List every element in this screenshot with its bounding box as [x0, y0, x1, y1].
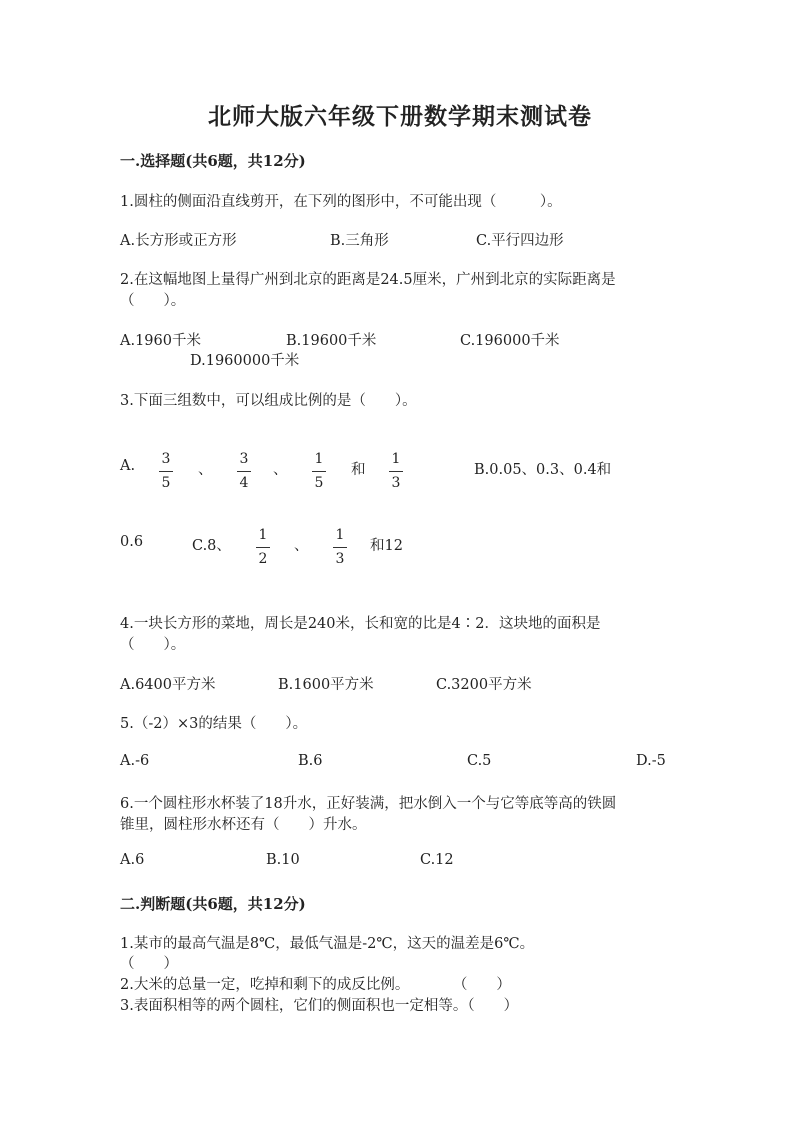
fraction-numerator: 1 [314, 451, 324, 467]
fraction-1-3-c [331, 528, 349, 566]
fraction-denominator: 5 [314, 475, 324, 491]
question-3-option-b: B.0.05、0.3、0.4和 [474, 462, 612, 478]
question-4-option-b: B.1600平方米 [278, 677, 374, 693]
fraction-3-4 [235, 452, 253, 490]
fraction-1-5 [310, 452, 328, 490]
question-3-option-c-tail: 和12 [370, 538, 403, 554]
question-6-option-b: B.10 [266, 852, 300, 868]
separator: 、 [198, 462, 213, 478]
question-5-text: 5.（-2）×3的结果（ ）。 [120, 716, 308, 732]
fraction-3-5 [157, 452, 175, 490]
fraction-bar [159, 471, 173, 472]
question-4-option-a: A.6400平方米 [120, 677, 216, 693]
fraction-numerator: 1 [258, 527, 268, 543]
judge-question-2: 2.大米的总量一定，吃掉和剩下的成反比例。 （ ） [120, 977, 511, 993]
question-1-option-c: C.平行四边形 [476, 233, 564, 249]
fraction-bar [237, 471, 251, 472]
fraction-denominator: 2 [258, 551, 268, 567]
conjunction-and: 和 [351, 462, 366, 478]
question-2-option-a: A.1960千米 [120, 333, 201, 349]
question-3-option-a-label: A. [120, 458, 136, 474]
fraction-denominator: 3 [335, 551, 345, 567]
judge-question-3: 3.表面积相等的两个圆柱，它们的侧面积也一定相等。（ ） [120, 998, 519, 1014]
fraction-bar [389, 471, 403, 472]
section1-heading: 一.选择题(共6题，共12分) [120, 152, 306, 170]
question-5-option-d: D.-5 [636, 753, 666, 769]
question-2-line2: （ ）。 [120, 293, 186, 309]
question-3-text: 3.下面三组数中，可以组成比例的是（ ）。 [120, 393, 417, 409]
fraction-denominator: 3 [391, 475, 401, 491]
question-3-option-c-label: C.8、 [192, 538, 231, 554]
fraction-bar [256, 547, 270, 548]
fraction-numerator: 3 [161, 451, 171, 467]
judge-question-1-line1: 1.某市的最高气温是8℃，最低气温是-2℃，这天的温差是6℃。 [120, 936, 535, 952]
fraction-numerator: 3 [239, 451, 249, 467]
question-3-option-b-continued: 0.6 [120, 534, 144, 550]
question-2-option-c: C.196000千米 [460, 333, 560, 349]
fraction-numerator: 1 [335, 527, 345, 543]
question-2-option-b: B.19600千米 [286, 333, 377, 349]
question-6-line2: 锥里，圆柱形水杯还有（ ）升水。 [120, 817, 367, 833]
separator: 、 [273, 462, 288, 478]
fraction-denominator: 4 [239, 475, 249, 491]
question-2-option-d: D.1960000千米 [190, 353, 300, 369]
question-1-option-b: B.三角形 [330, 233, 389, 249]
question-5-option-b: B.6 [298, 753, 323, 769]
question-4-line1: 4.一块长方形的菜地，周长是240米，长和宽的比是4∶2．这块地的面积是 [120, 616, 601, 632]
question-1-option-a: A.长方形或正方形 [120, 233, 237, 249]
question-6-line1: 6.一个圆柱形水杯装了18升水，正好装满，把水倒入一个与它等底等高的铁圆 [120, 796, 617, 812]
separator: 、 [294, 538, 309, 554]
fraction-1-3 [387, 452, 405, 490]
page-title: 北师大版六年级下册数学期末测试卷 [208, 103, 592, 130]
judge-question-1-line2: （ ） [120, 956, 178, 972]
question-5-option-c: C.5 [467, 753, 492, 769]
section2-heading: 二.判断题(共6题，共12分) [120, 895, 306, 913]
question-5-option-a: A.-6 [120, 753, 150, 769]
question-4-option-c: C.3200平方米 [436, 677, 532, 693]
fraction-bar [312, 471, 326, 472]
fraction-numerator: 1 [391, 451, 401, 467]
fraction-denominator: 5 [161, 475, 171, 491]
question-6-option-a: A.6 [120, 852, 145, 868]
question-4-line2: （ ）。 [120, 637, 186, 653]
question-1-text: 1.圆柱的侧面沿直线剪开，在下列的图形中，不可能出现（ ）。 [120, 194, 562, 210]
fraction-1-2 [254, 528, 272, 566]
question-6-option-c: C.12 [420, 852, 454, 868]
fraction-bar [333, 547, 347, 548]
question-2-line1: 2.在这幅地图上量得广州到北京的距离是24.5厘米，广州到北京的实际距离是 [120, 272, 616, 288]
